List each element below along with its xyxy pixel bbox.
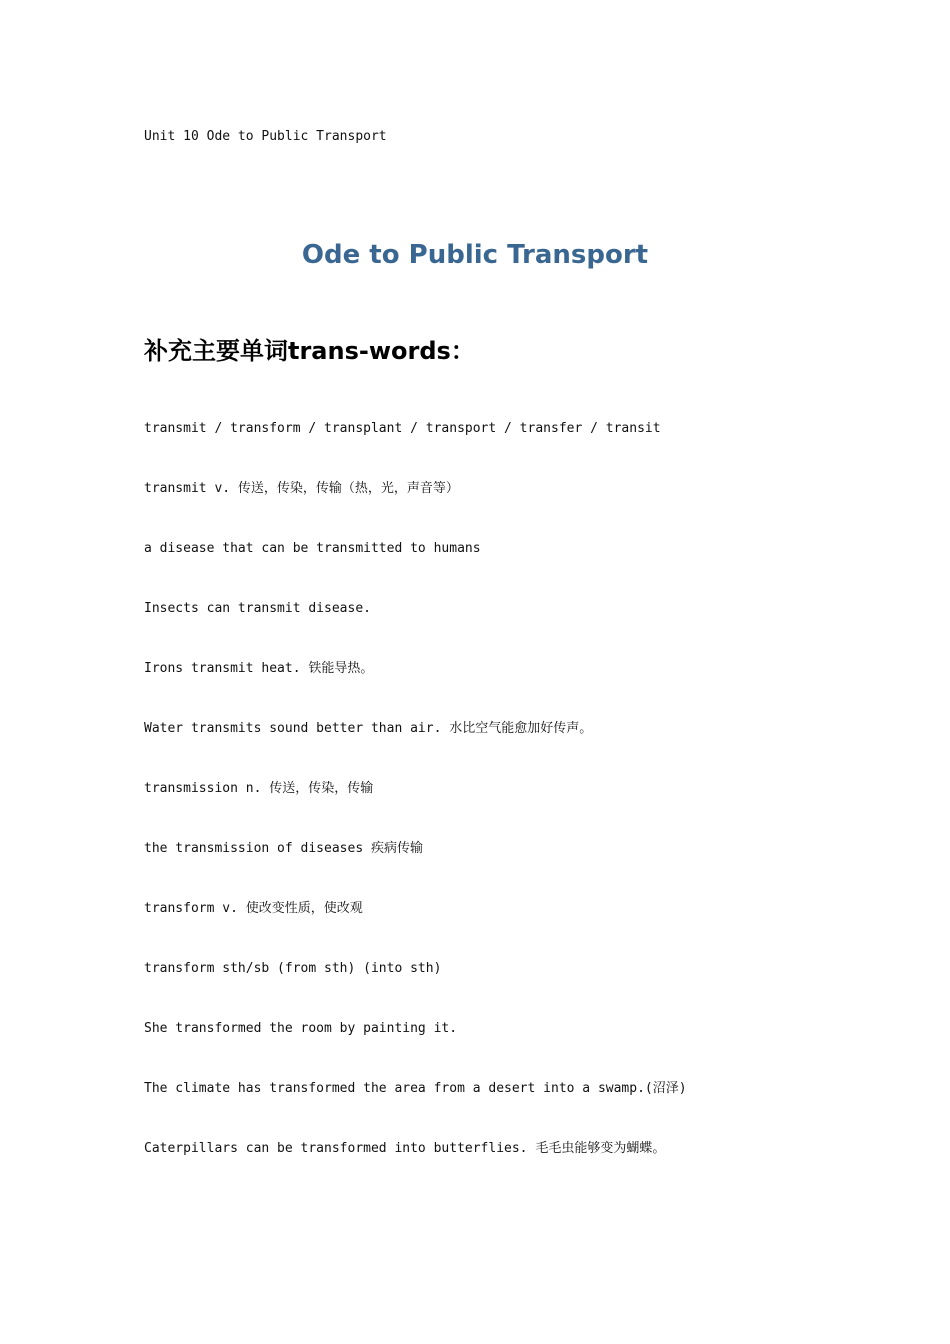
example-line: Caterpillars can be transformed into butterflies. 毛毛虫能够变为蝴蝶。 [144,1141,666,1156]
section-heading: 补充主要单词trans-words： [144,337,475,365]
page-title: Ode to Public Transport [301,240,649,270]
example-line: Irons transmit heat. 铁能导热。 [144,661,374,676]
example-line: Insects can transmit disease. [144,601,371,616]
definition-line: transform v. 使改变性质，使改观 [144,901,363,916]
unit-header: Unit 10 Ode to Public Transport [144,129,387,144]
example-line: a disease that can be transmitted to humans [144,541,481,556]
definition-line: transmission n. 传送，传染，传输 [144,781,374,796]
definition-line: transmit v. 传送，传染，传输（热，光，声音等） [144,481,459,496]
example-line: Water transmits sound better than air. 水比空气能愈加好传声。 [144,721,593,736]
usage-pattern-line: transform sth/sb (from sth) (into sth) [144,961,442,976]
example-line: She transformed the room by painting it. [144,1021,458,1036]
example-line: The climate has transformed the area from a desert into a swamp.(沼泽) [144,1081,687,1096]
example-line: the transmission of diseases 疾病传输 [144,841,423,856]
word-list-line: transmit / transform / transplant / transport / transfer / transit [144,421,661,436]
